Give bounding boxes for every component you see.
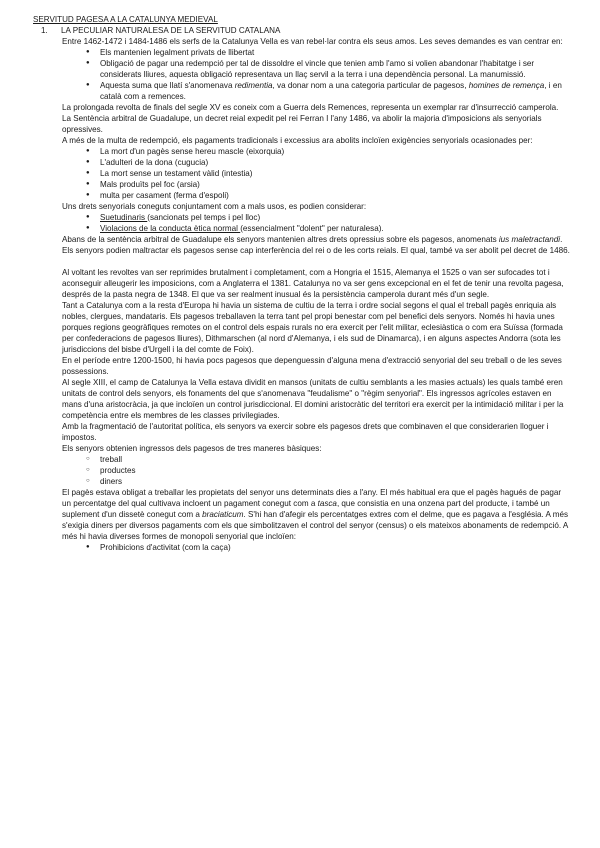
text-run: (essencialment "dolent" per naturalesa). (240, 224, 384, 233)
list-item (62, 212, 570, 223)
paragraph-4: A més de la multa de redempció, els pagaments tradicionals i excessius ara abolits incloïen exigències senyorials ocasionades per: (62, 136, 533, 145)
list-item: ● Prohibicions d'activitat (com la caça) (62, 542, 570, 553)
section-heading (41, 25, 570, 36)
italic-term: braciaticum (202, 510, 244, 519)
payments-list (62, 146, 570, 201)
italic-term: ius maletractandi (498, 235, 561, 244)
demands-list (62, 47, 570, 102)
list-item: ● Mals produïts pel foc (arsia) (62, 179, 570, 190)
list-item: ○ diners (62, 476, 570, 487)
list-item: ● La mort sense un testament vàlid (intestia) (62, 168, 570, 179)
italic-term: homines de remença (468, 81, 545, 90)
paragraph-7: Els senyors podien maltractar els pagesos sense cap interferència del rei o de les corts reials. El qual, també va ser abolit pel decret de 1486. (62, 246, 570, 255)
list-item (62, 223, 570, 234)
section-body (62, 36, 570, 553)
paragraph-12: Amb la fragmentació de l'autoritat política, els senyors va exercir sobre els pagesos drets que combinaven el que considerarien lloguer i impostos. (62, 422, 549, 442)
list-item: ● La mort d'un pagès sense hereu mascle (eixorquia) (62, 146, 570, 157)
paragraph-5: Uns drets senyorials coneguts conjuntament com a mals usos, es podien considerar: (62, 202, 367, 211)
list-item: ○ productes (62, 465, 570, 476)
paragraph-1: Entre 1462-1472 i 1484-1486 els serfs de la Catalunya Vella es van rebel·lar contra els seus amos. Les seves demandes es van centrar en: (62, 37, 563, 46)
paragraph-9: Tant a Catalunya com a la resta d'Europa hi havia un sistema de cultiu de la terra i ordre social segons el qual el treball pagès enriquia als nobles, clergues, mandataris. Els pagesos treballaven la terra tant pel propi benestar com pel benefici dels senyors. Només hi havia unes porques regions geogràfiques remotes on el control dels espais rurals no era exercit per l'elit militar, eclesiàstica o com era Suïssa (formada per confederacions de pagesos lliures), Dithmarschen (al nord d'Alemanya, i els sud de Dinamarca), i en alguns aspectes Andorra (sota les jurisdiccions del bisbe d'Urgell i la del comte de Foix). (62, 301, 563, 354)
italic-term: redimentia (234, 81, 273, 90)
paragraph-14 (62, 487, 570, 542)
paragraph-10: En el període entre 1200-1500, hi havia pocs pagesos que depenguessin d'alguna mena d'extracció senyorial del seu treball o de les seves possessions. (62, 356, 562, 376)
text-run: Abans de la sentència arbitral de Guadalupe els senyors mantenien altres drets opressius sobre els pagesos, anomenats (62, 235, 499, 244)
section-number: 1. (41, 26, 48, 35)
text-run: , i en català com a remences. (100, 81, 562, 101)
list-item: ● Els mantenien legalment privats de llibertat (62, 47, 570, 58)
document-title: SERVITUD PAGESA A LA CATALUNYA MEDIEVAL (33, 15, 218, 24)
underlined-term: Violacions de la conducta ètica normal (100, 224, 241, 233)
list-item: ● L'adulteri de la dona (cugucia) (62, 157, 570, 168)
list-item (62, 80, 570, 102)
paragraph-13: Els senyors obtenien ingressos dels pagesos de tres maneres bàsiques: (62, 444, 322, 453)
italic-term: tasca (317, 499, 337, 508)
section-heading-text: LA PECULIAR NATURALESA DE LA SERVITUD CATALANA (61, 26, 281, 35)
text-run: , va donar nom a una categoria particular de pagesos, (272, 81, 469, 90)
paragraph-6 (62, 234, 570, 245)
monopoly-list (62, 542, 570, 553)
paragraph-11: Al segle XIII, el camp de Catalunya la Vella estava dividit en mansos (unitats de cultiu semblants a les masies actuals) les quals també eren unitats de control dels senyors, els fonaments del que s'anomenava "feudalisme" o "règim senyorial". Els ingressos agrícoles estaven en mans d'una aristocràcia, ja que incloïen un control jurisdiccional. El domini aristocràtic del territori era exercit per la intimidació militar i per la competència entre els membres de les classes privilegiades. (62, 378, 564, 420)
spacer (62, 256, 570, 267)
text-run: Aquesta suma que llatí s'anomenava (100, 81, 235, 90)
paragraph-3: La Sentència arbitral de Guadalupe, un decret reial expedit pel rei Ferran I l'any 1486, va abolir la majoria d'imposicions als senyorials opressives. (62, 114, 542, 134)
text-run: El pagès estava obligat a treballar les propietats del senyor uns determinats dies a l'any. El més habitual era que el pagès hagués de pagar un percentatge del qual cultivava incloent un pagament conegut com a (62, 488, 562, 508)
income-types-list (62, 454, 570, 487)
list-item: ○ treball (62, 454, 570, 465)
paragraph-8: Al voltant les revoltes van ser reprimides brutalment i completament, com a Hongria el 1515, Alemanya el 1525 o van ser sufocades tot i aconseguir alleugerir les imposicions, com a Anglaterra el 1381. Catalunya no va ser gens excepcional en el fet de tenir una revolta pagesa, després de la pasta negra de 1348. El que va ser realment inusual és la persistència camperola durant més d'un segle. (62, 268, 564, 299)
list-item: ● Obligació de pagar una redempció per tal de dissoldre el vincle que tenien amb l'amo si volien abandonar l'habitatge i ser considerats lliures, aquesta obligació representava un llaç servil a la terra i una dependència personal. La manumissió. (62, 58, 570, 80)
text-run: , que consistia en una onzena part del producte, i també un suplement d'un dissetè conegut com a (62, 499, 550, 519)
text-run: (sancionats pel temps i pel lloc) (147, 213, 261, 222)
list-item: ● multa per casament (ferma d'espoli) (62, 190, 570, 201)
underlined-term: Suetudinaris (100, 213, 148, 222)
paragraph-2: La prolongada revolta de finals del segle XV es coneix com a Guerra dels Remences, representa un exemplar rar d'insurrecció camperola. (62, 103, 559, 112)
text-run: . S'hi han d'afegir els percentatges extres com el delme, que es pagava a l'església. A més s'exigia diners per diversos pagaments com els que simbolitzaven el control del senyor (census) o els mateixos abonaments de redempció. A més hi havia diverses formes de monopoli senyorial que incloïen: (62, 510, 569, 541)
bad-uses-list (62, 212, 570, 234)
text-run: . (560, 235, 563, 244)
